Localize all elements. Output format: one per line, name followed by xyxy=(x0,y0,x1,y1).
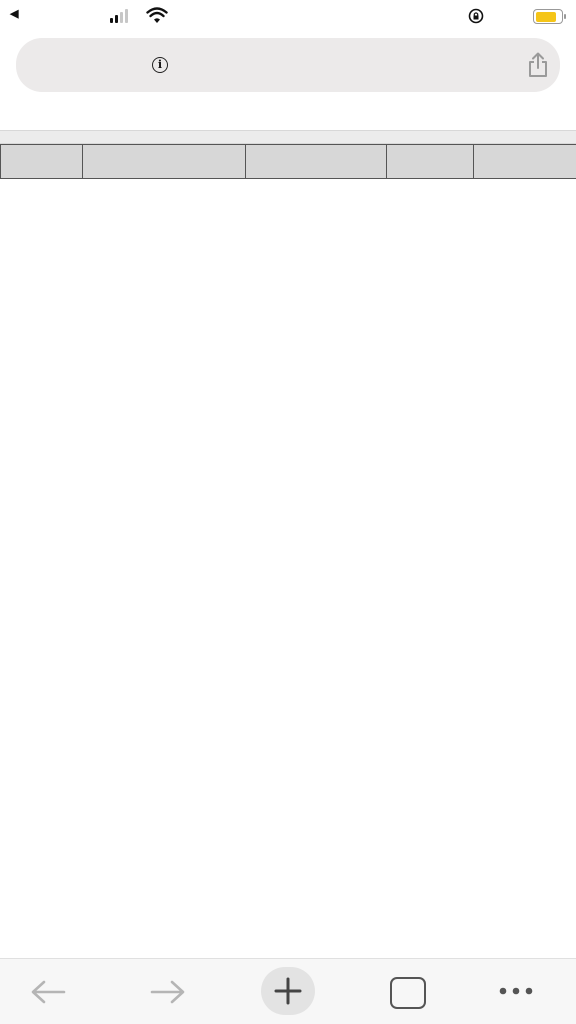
more-menu-icon[interactable] xyxy=(496,981,536,1001)
battery-icon xyxy=(533,9,563,24)
back-to-app-link[interactable] xyxy=(10,7,22,20)
report-page[interactable] xyxy=(0,100,576,958)
address-bar[interactable] xyxy=(16,38,560,92)
header-unit xyxy=(387,145,474,179)
table-header-row xyxy=(1,145,576,179)
section-gap xyxy=(0,100,576,130)
back-triangle-icon: ◀ xyxy=(10,8,19,20)
back-arrow-icon[interactable] xyxy=(28,977,68,1007)
browser-toolbar xyxy=(0,958,576,1024)
header-reference xyxy=(474,145,576,179)
tab-switcher-button[interactable] xyxy=(390,977,426,1009)
share-icon[interactable] xyxy=(526,52,550,78)
cellular-signal-icon xyxy=(110,9,128,23)
info-icon[interactable]: i xyxy=(152,57,168,73)
orientation-lock-icon xyxy=(468,8,484,24)
header-result xyxy=(246,145,387,179)
lab-results-table-main xyxy=(0,144,576,179)
header-date xyxy=(1,145,83,179)
wifi-icon xyxy=(146,7,168,25)
plus-icon xyxy=(261,967,315,1015)
new-tab-button[interactable] xyxy=(261,967,315,1015)
header-test xyxy=(83,145,246,179)
status-bar xyxy=(0,0,576,34)
section-divider xyxy=(0,130,576,144)
forward-arrow-icon[interactable] xyxy=(148,977,188,1007)
